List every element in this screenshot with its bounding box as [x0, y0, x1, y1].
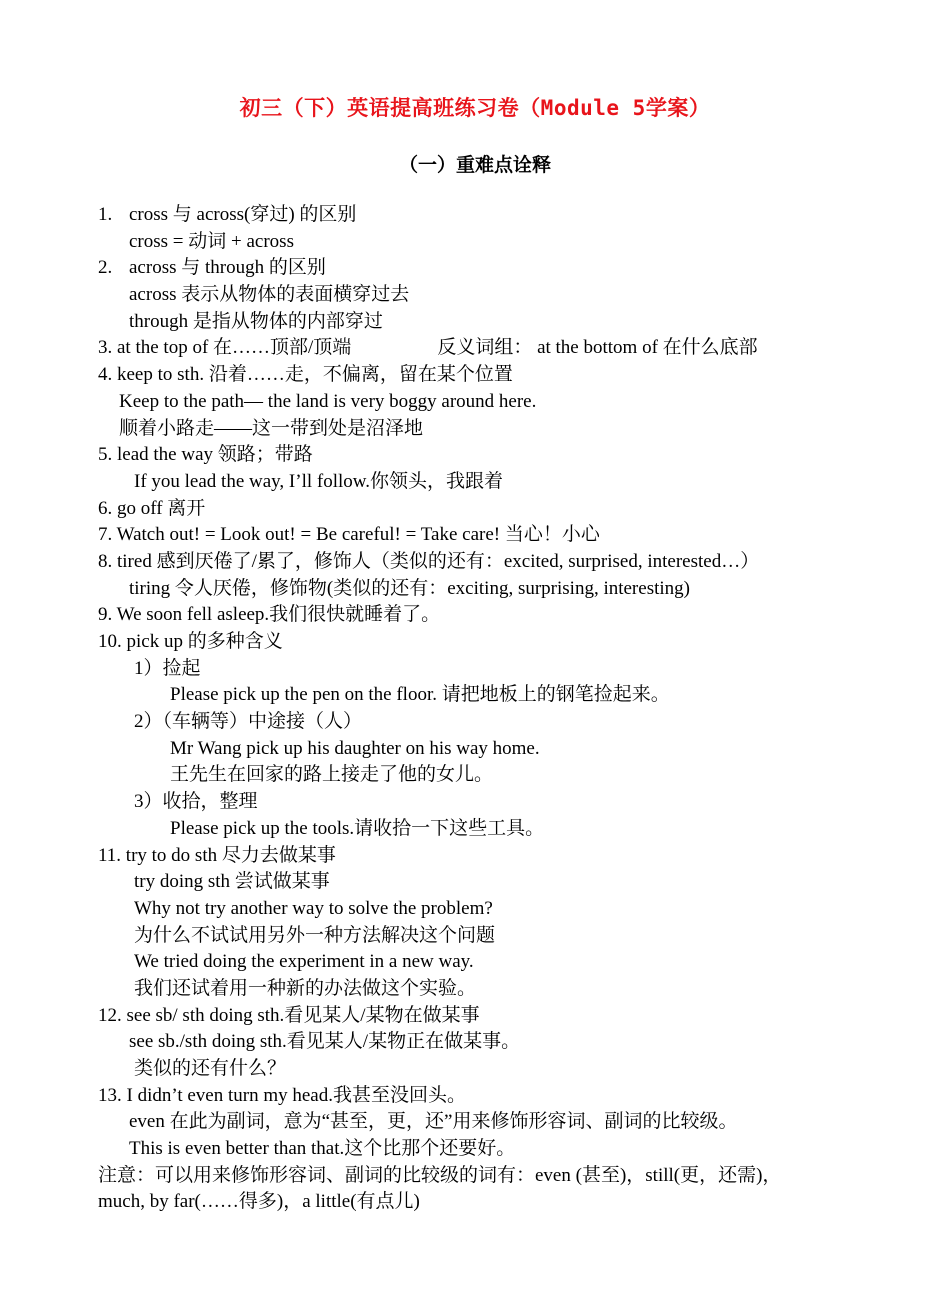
item-2: [0, 255, 950, 282]
item-8: 8. tired 感到厌倦了/累了，修饰人（类似的还有：excited, surprised, interested…）: [98, 550, 760, 572]
item-13: 13. I didn’t even turn my head.我甚至没回头。: [98, 1084, 466, 1106]
item-10-sense-3: 3）收拾，整理: [134, 791, 258, 813]
item-number: 1.: [98, 204, 113, 225]
item-5-example: If you lead the way, I’ll follow.你领头，我跟着: [134, 470, 504, 492]
item-1: [0, 202, 950, 229]
item-number: 2.: [98, 257, 113, 279]
item-12: 12. see sb/ sth doing sth.看见某人/某物在做某事: [98, 1004, 480, 1026]
item-10-sense-1: 1）捡起: [134, 657, 201, 679]
item-5: 5. lead the way 领路；带路: [98, 444, 313, 466]
page-title: 初三（下）英语提高班练习卷（Module 5学案）: [239, 96, 711, 120]
item-11-translation-1: 为什么不试试用另外一种方法解决这个问题: [134, 924, 496, 946]
note-line-2: much, by far(……得多)，a little(有点儿): [98, 1191, 420, 1213]
item-10-sense-1-example: Please pick up the pen on the floor. 请把地板上的钢笔捡起来。: [170, 684, 670, 706]
item-11: 11. try to do sth 尽力去做某事: [98, 844, 336, 866]
item-text: cross 与 across(穿过) 的区别: [129, 204, 357, 225]
item-6: 6. go off 离开: [98, 497, 206, 519]
note-line-1: 注意：可以用来修饰形容词、副词的比较级的词有：even (甚至)，still(更，还需)，: [98, 1164, 782, 1186]
item-10-sense-2-translation: 王先生在回家的路上接走了他的女儿。: [170, 764, 494, 786]
item-9: 9. We soon fell asleep.我们很快就睡着了。: [98, 604, 441, 626]
item-2-sub-2: through 是指从物体的内部穿过: [129, 310, 383, 332]
item-4-example: Keep to the path— the land is very boggy around here.: [119, 390, 537, 412]
item-12-sub: see sb./sth doing sth.看见某人/某物正在做某事。: [129, 1031, 521, 1053]
item-10: 10. pick up 的多种含义: [98, 631, 283, 652]
item-12-question: 类似的还有什么？: [134, 1058, 287, 1079]
item-10-sense-2-example: Mr Wang pick up his daughter on his way home.: [170, 737, 540, 759]
item-10-sense-3-example: Please pick up the tools.请收拾一下这些工具。: [170, 817, 545, 839]
item-text: across 与 through 的区别: [129, 257, 326, 279]
item-text: 3. at the top of 在……顶部/顶端: [98, 337, 352, 359]
item-10-sense-2: 2）（车辆等）中途接（人）: [134, 711, 363, 733]
item-11-example-1: Why not try another way to solve the problem?: [134, 897, 493, 919]
notes-body: [0, 202, 950, 1216]
section-heading: （一）重难点诠释: [398, 155, 551, 176]
item-11-example-2: We tried doing the experiment in a new way.: [134, 951, 474, 973]
item-13-example: This is even better than that.这个比那个还要好。: [129, 1138, 516, 1160]
item-2-sub-1: across 表示从物体的表面横穿过去: [129, 284, 410, 306]
item-1-sub: cross = 动词 + across: [129, 230, 294, 252]
item-13-sub: even 在此为副词，意为“甚至，更，还”用来修饰形容词、副词的比较级。: [129, 1111, 738, 1133]
item-antonym: 反义词组： at the bottom of 在什么底部: [437, 337, 758, 359]
item-3: [0, 335, 950, 362]
item-8-sub: tiring 令人厌倦，修饰物(类似的还有：exciting, surprising, interesting): [129, 577, 690, 599]
item-11-sub: try doing sth 尝试做某事: [134, 871, 330, 893]
item-11-translation-2: 我们还试着用一种新的办法做这个实验。: [134, 977, 477, 999]
item-4-translation: 顺着小路走——这一带到处是沼泽地: [119, 417, 424, 439]
item-4: 4. keep to sth. 沿着……走，不偏离，留在某个位置: [98, 364, 513, 386]
item-7: 7. Watch out! = Look out! = Be careful! = Take care! 当心！小心: [98, 524, 600, 546]
